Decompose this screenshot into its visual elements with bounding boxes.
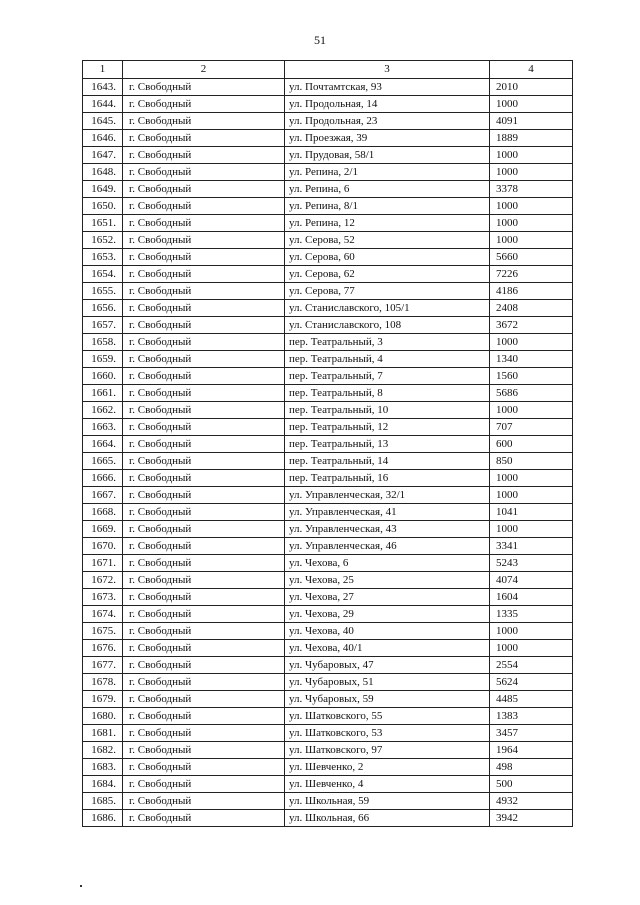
row-number-cell: 1682. bbox=[83, 742, 123, 759]
row-number-cell: 1660. bbox=[83, 368, 123, 385]
table-row bbox=[83, 419, 573, 436]
address-cell: ул. Серова, 62 bbox=[285, 266, 490, 283]
row-number-cell: 1686. bbox=[83, 810, 123, 827]
value-cell: 4091 bbox=[490, 113, 573, 130]
value-cell: 1340 bbox=[490, 351, 573, 368]
address-cell: ул. Шатковского, 55 bbox=[285, 708, 490, 725]
row-number-cell: 1680. bbox=[83, 708, 123, 725]
city-cell: г. Свободный bbox=[123, 606, 285, 623]
city-cell: г. Свободный bbox=[123, 538, 285, 555]
row-number-cell: 1661. bbox=[83, 385, 123, 402]
value-cell: 1000 bbox=[490, 402, 573, 419]
table-row bbox=[83, 283, 573, 300]
city-cell: г. Свободный bbox=[123, 657, 285, 674]
table-row bbox=[83, 368, 573, 385]
row-number-cell: 1663. bbox=[83, 419, 123, 436]
table-row bbox=[83, 130, 573, 147]
row-number-cell: 1644. bbox=[83, 96, 123, 113]
table-row bbox=[83, 725, 573, 742]
value-cell: 1383 bbox=[490, 708, 573, 725]
address-cell: ул. Серова, 77 bbox=[285, 283, 490, 300]
address-cell: пер. Театральный, 14 bbox=[285, 453, 490, 470]
value-cell: 2408 bbox=[490, 300, 573, 317]
address-cell: ул. Репина, 2/1 bbox=[285, 164, 490, 181]
row-number-cell: 1643. bbox=[83, 79, 123, 96]
row-number-cell: 1685. bbox=[83, 793, 123, 810]
address-cell: ул. Чехова, 40/1 bbox=[285, 640, 490, 657]
value-cell: 3942 bbox=[490, 810, 573, 827]
table-row bbox=[83, 215, 573, 232]
value-cell: 1000 bbox=[490, 623, 573, 640]
row-number-cell: 1649. bbox=[83, 181, 123, 198]
table-row bbox=[83, 776, 573, 793]
value-cell: 1041 bbox=[490, 504, 573, 521]
table-row bbox=[83, 521, 573, 538]
value-cell: 1000 bbox=[490, 521, 573, 538]
city-cell: г. Свободный bbox=[123, 385, 285, 402]
city-cell: г. Свободный bbox=[123, 147, 285, 164]
city-cell: г. Свободный bbox=[123, 351, 285, 368]
address-cell: ул. Управленческая, 43 bbox=[285, 521, 490, 538]
table-row bbox=[83, 453, 573, 470]
table-row bbox=[83, 674, 573, 691]
value-cell: 1000 bbox=[490, 198, 573, 215]
city-cell: г. Свободный bbox=[123, 300, 285, 317]
table-row bbox=[83, 759, 573, 776]
value-cell: 1000 bbox=[490, 164, 573, 181]
table-row bbox=[83, 385, 573, 402]
table-row bbox=[83, 691, 573, 708]
table-row bbox=[83, 147, 573, 164]
value-cell: 1604 bbox=[490, 589, 573, 606]
table-row bbox=[83, 487, 573, 504]
table-row bbox=[83, 351, 573, 368]
column-header-4: 4 bbox=[490, 61, 573, 79]
table-row bbox=[83, 640, 573, 657]
city-cell: г. Свободный bbox=[123, 810, 285, 827]
table-row bbox=[83, 232, 573, 249]
city-cell: г. Свободный bbox=[123, 317, 285, 334]
city-cell: г. Свободный bbox=[123, 555, 285, 572]
table-row bbox=[83, 79, 573, 96]
table-body bbox=[83, 79, 573, 827]
row-number-cell: 1677. bbox=[83, 657, 123, 674]
city-cell: г. Свободный bbox=[123, 283, 285, 300]
value-cell: 3378 bbox=[490, 181, 573, 198]
city-cell: г. Свободный bbox=[123, 113, 285, 130]
table-row bbox=[83, 436, 573, 453]
address-cell: ул. Проезжая, 39 bbox=[285, 130, 490, 147]
table-row bbox=[83, 402, 573, 419]
value-cell: 600 bbox=[490, 436, 573, 453]
address-cell: ул. Продольная, 14 bbox=[285, 96, 490, 113]
address-cell: ул. Чубаровых, 51 bbox=[285, 674, 490, 691]
row-number-cell: 1657. bbox=[83, 317, 123, 334]
scan-speck bbox=[80, 885, 82, 887]
address-cell: ул. Чубаровых, 47 bbox=[285, 657, 490, 674]
city-cell: г. Свободный bbox=[123, 96, 285, 113]
table-row bbox=[83, 623, 573, 640]
table-row bbox=[83, 300, 573, 317]
city-cell: г. Свободный bbox=[123, 725, 285, 742]
value-cell: 1000 bbox=[490, 232, 573, 249]
table-row bbox=[83, 555, 573, 572]
value-cell: 1000 bbox=[490, 147, 573, 164]
row-number-cell: 1673. bbox=[83, 589, 123, 606]
value-cell: 1000 bbox=[490, 640, 573, 657]
column-header-2: 2 bbox=[123, 61, 285, 79]
city-cell: г. Свободный bbox=[123, 79, 285, 96]
row-number-cell: 1658. bbox=[83, 334, 123, 351]
address-cell: ул. Управленческая, 41 bbox=[285, 504, 490, 521]
row-number-cell: 1650. bbox=[83, 198, 123, 215]
row-number-cell: 1681. bbox=[83, 725, 123, 742]
address-cell: ул. Станиславского, 108 bbox=[285, 317, 490, 334]
column-header-1: 1 bbox=[83, 61, 123, 79]
city-cell: г. Свободный bbox=[123, 742, 285, 759]
table-row bbox=[83, 810, 573, 827]
city-cell: г. Свободный bbox=[123, 402, 285, 419]
city-cell: г. Свободный bbox=[123, 164, 285, 181]
city-cell: г. Свободный bbox=[123, 776, 285, 793]
address-cell: ул. Шатковского, 97 bbox=[285, 742, 490, 759]
row-number-cell: 1651. bbox=[83, 215, 123, 232]
city-cell: г. Свободный bbox=[123, 436, 285, 453]
address-cell: ул. Шатковского, 53 bbox=[285, 725, 490, 742]
city-cell: г. Свободный bbox=[123, 249, 285, 266]
table-row bbox=[83, 164, 573, 181]
value-cell: 5660 bbox=[490, 249, 573, 266]
row-number-cell: 1683. bbox=[83, 759, 123, 776]
address-cell: пер. Театральный, 4 bbox=[285, 351, 490, 368]
address-cell: ул. Школьная, 59 bbox=[285, 793, 490, 810]
table-row bbox=[83, 334, 573, 351]
row-number-cell: 1662. bbox=[83, 402, 123, 419]
city-cell: г. Свободный bbox=[123, 793, 285, 810]
table-row bbox=[83, 470, 573, 487]
city-cell: г. Свободный bbox=[123, 130, 285, 147]
value-cell: 1000 bbox=[490, 334, 573, 351]
row-number-cell: 1646. bbox=[83, 130, 123, 147]
table-header bbox=[83, 61, 573, 79]
value-cell: 3341 bbox=[490, 538, 573, 555]
table-row bbox=[83, 572, 573, 589]
table-row bbox=[83, 504, 573, 521]
column-header-3: 3 bbox=[285, 61, 490, 79]
city-cell: г. Свободный bbox=[123, 487, 285, 504]
row-number-cell: 1668. bbox=[83, 504, 123, 521]
row-number-cell: 1667. bbox=[83, 487, 123, 504]
value-cell: 2554 bbox=[490, 657, 573, 674]
address-cell: ул. Чехова, 29 bbox=[285, 606, 490, 623]
city-cell: г. Свободный bbox=[123, 419, 285, 436]
row-number-cell: 1645. bbox=[83, 113, 123, 130]
address-cell: пер. Театральный, 8 bbox=[285, 385, 490, 402]
table-row bbox=[83, 317, 573, 334]
city-cell: г. Свободный bbox=[123, 232, 285, 249]
row-number-cell: 1655. bbox=[83, 283, 123, 300]
address-cell: ул. Серова, 52 bbox=[285, 232, 490, 249]
table-row bbox=[83, 266, 573, 283]
address-cell: ул. Чехова, 25 bbox=[285, 572, 490, 589]
city-cell: г. Свободный bbox=[123, 181, 285, 198]
city-cell: г. Свободный bbox=[123, 759, 285, 776]
address-cell: ул. Репина, 8/1 bbox=[285, 198, 490, 215]
city-cell: г. Свободный bbox=[123, 521, 285, 538]
page-number: 51 bbox=[314, 33, 326, 47]
value-cell: 1000 bbox=[490, 96, 573, 113]
address-cell: ул. Репина, 6 bbox=[285, 181, 490, 198]
row-number-cell: 1664. bbox=[83, 436, 123, 453]
table-row bbox=[83, 606, 573, 623]
row-number-cell: 1678. bbox=[83, 674, 123, 691]
value-cell: 4074 bbox=[490, 572, 573, 589]
address-cell: ул. Чехова, 40 bbox=[285, 623, 490, 640]
row-number-cell: 1676. bbox=[83, 640, 123, 657]
row-number-cell: 1684. bbox=[83, 776, 123, 793]
value-cell: 2010 bbox=[490, 79, 573, 96]
value-cell: 1000 bbox=[490, 487, 573, 504]
row-number-cell: 1656. bbox=[83, 300, 123, 317]
table-row bbox=[83, 198, 573, 215]
value-cell: 5624 bbox=[490, 674, 573, 691]
address-cell: пер. Театральный, 13 bbox=[285, 436, 490, 453]
value-cell: 1560 bbox=[490, 368, 573, 385]
value-cell: 3457 bbox=[490, 725, 573, 742]
row-number-cell: 1653. bbox=[83, 249, 123, 266]
city-cell: г. Свободный bbox=[123, 674, 285, 691]
value-cell: 1889 bbox=[490, 130, 573, 147]
address-cell: ул. Почтамтская, 93 bbox=[285, 79, 490, 96]
value-cell: 498 bbox=[490, 759, 573, 776]
table-row bbox=[83, 181, 573, 198]
table-row bbox=[83, 249, 573, 266]
address-cell: ул. Репина, 12 bbox=[285, 215, 490, 232]
address-cell: ул. Шевченко, 4 bbox=[285, 776, 490, 793]
address-cell: пер. Театральный, 10 bbox=[285, 402, 490, 419]
city-cell: г. Свободный bbox=[123, 215, 285, 232]
table-row bbox=[83, 742, 573, 759]
city-cell: г. Свободный bbox=[123, 266, 285, 283]
value-cell: 5686 bbox=[490, 385, 573, 402]
address-cell: пер. Театральный, 7 bbox=[285, 368, 490, 385]
row-number-cell: 1671. bbox=[83, 555, 123, 572]
address-cell: пер. Театральный, 12 bbox=[285, 419, 490, 436]
table-row bbox=[83, 538, 573, 555]
table-row bbox=[83, 708, 573, 725]
address-cell: пер. Театральный, 16 bbox=[285, 470, 490, 487]
city-cell: г. Свободный bbox=[123, 470, 285, 487]
city-cell: г. Свободный bbox=[123, 453, 285, 470]
city-cell: г. Свободный bbox=[123, 640, 285, 657]
value-cell: 1000 bbox=[490, 470, 573, 487]
row-number-cell: 1670. bbox=[83, 538, 123, 555]
row-number-cell: 1652. bbox=[83, 232, 123, 249]
address-cell: ул. Чубаровых, 59 bbox=[285, 691, 490, 708]
city-cell: г. Свободный bbox=[123, 334, 285, 351]
value-cell: 1000 bbox=[490, 215, 573, 232]
city-cell: г. Свободный bbox=[123, 623, 285, 640]
city-cell: г. Свободный bbox=[123, 198, 285, 215]
table-row bbox=[83, 113, 573, 130]
address-cell: ул. Чехова, 27 bbox=[285, 589, 490, 606]
row-number-cell: 1672. bbox=[83, 572, 123, 589]
table-row bbox=[83, 793, 573, 810]
row-number-cell: 1647. bbox=[83, 147, 123, 164]
address-cell: ул. Школьная, 66 bbox=[285, 810, 490, 827]
row-number-cell: 1665. bbox=[83, 453, 123, 470]
city-cell: г. Свободный bbox=[123, 691, 285, 708]
address-cell: ул. Управленческая, 32/1 bbox=[285, 487, 490, 504]
address-cell: ул. Чехова, 6 bbox=[285, 555, 490, 572]
value-cell: 500 bbox=[490, 776, 573, 793]
row-number-cell: 1666. bbox=[83, 470, 123, 487]
table-row bbox=[83, 96, 573, 113]
table-row bbox=[83, 657, 573, 674]
address-cell: пер. Театральный, 3 bbox=[285, 334, 490, 351]
city-cell: г. Свободный bbox=[123, 589, 285, 606]
row-number-cell: 1659. bbox=[83, 351, 123, 368]
row-number-cell: 1654. bbox=[83, 266, 123, 283]
value-cell: 4485 bbox=[490, 691, 573, 708]
address-cell: ул. Серова, 60 bbox=[285, 249, 490, 266]
row-number-cell: 1674. bbox=[83, 606, 123, 623]
address-cell: ул. Продольная, 23 bbox=[285, 113, 490, 130]
row-number-cell: 1675. bbox=[83, 623, 123, 640]
address-cell: ул. Шевченко, 2 bbox=[285, 759, 490, 776]
address-cell: ул. Прудовая, 58/1 bbox=[285, 147, 490, 164]
value-cell: 5243 bbox=[490, 555, 573, 572]
value-cell: 7226 bbox=[490, 266, 573, 283]
city-cell: г. Свободный bbox=[123, 504, 285, 521]
value-cell: 1335 bbox=[490, 606, 573, 623]
address-registry-table bbox=[82, 60, 573, 827]
city-cell: г. Свободный bbox=[123, 368, 285, 385]
table-row bbox=[83, 589, 573, 606]
city-cell: г. Свободный bbox=[123, 572, 285, 589]
row-number-cell: 1648. bbox=[83, 164, 123, 181]
value-cell: 850 bbox=[490, 453, 573, 470]
city-cell: г. Свободный bbox=[123, 708, 285, 725]
value-cell: 707 bbox=[490, 419, 573, 436]
address-cell: ул. Станиславского, 105/1 bbox=[285, 300, 490, 317]
value-cell: 3672 bbox=[490, 317, 573, 334]
row-number-cell: 1679. bbox=[83, 691, 123, 708]
value-cell: 1964 bbox=[490, 742, 573, 759]
header-row bbox=[83, 61, 573, 79]
value-cell: 4932 bbox=[490, 793, 573, 810]
address-cell: ул. Управленческая, 46 bbox=[285, 538, 490, 555]
value-cell: 4186 bbox=[490, 283, 573, 300]
row-number-cell: 1669. bbox=[83, 521, 123, 538]
